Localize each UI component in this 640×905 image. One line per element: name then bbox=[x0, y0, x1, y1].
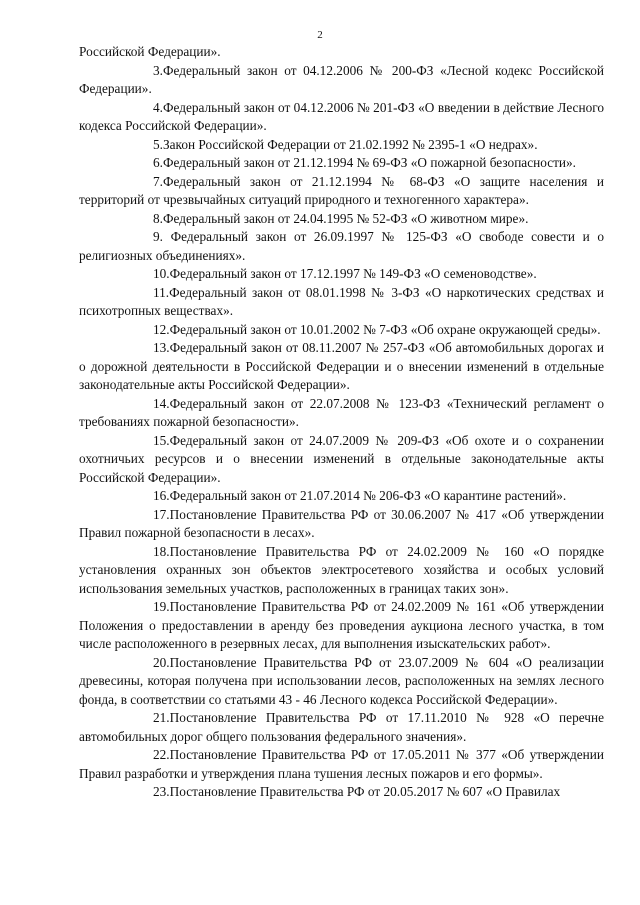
continuation-paragraph: Российской Федерации». bbox=[79, 44, 221, 59]
list-item bbox=[79, 598, 604, 654]
list-item bbox=[79, 487, 604, 506]
item-number: 20. bbox=[153, 654, 170, 670]
list-item bbox=[79, 506, 604, 543]
item-number: 16. bbox=[153, 488, 170, 503]
list-item bbox=[79, 339, 604, 395]
item-text: Постановление Правительства РФ от 30.06.2007 № 417 «Об утверждении Правил пожарной безопасности в лесах». bbox=[79, 506, 604, 540]
item-text: Федеральный закон от 04.12.2006 № 201-ФЗ «О введении в действие Лесного кодекса Российской Федерации». bbox=[79, 99, 604, 133]
item-number: 18. bbox=[153, 543, 170, 559]
list-item bbox=[79, 154, 604, 173]
item-text: Постановление Правительства РФ от 24.02.2009 № 160 «О порядке установления охранных зон объектов электросетевого хозяйства и особых условий использования земельных участков, расположенных в границах таких зон». bbox=[79, 543, 604, 596]
list-item bbox=[79, 228, 604, 265]
item-text: Федеральный закон от 08.11.2007 № 257-ФЗ «Об автомобильных дорогах и о дорожной деятельности в Российской Федерации и о внесении изменений в отдельные законодательные акты Российской Федерации». bbox=[79, 340, 604, 392]
item-number: 4. bbox=[153, 99, 163, 115]
item-number: 6. bbox=[153, 155, 163, 170]
list-item bbox=[79, 321, 604, 340]
list-item bbox=[79, 99, 604, 136]
page-number: 2 bbox=[317, 29, 323, 41]
item-text: Федеральный закон от 26.09.1997 № 125-ФЗ «О свободе совести и о религиозных объединениях». bbox=[79, 229, 604, 263]
item-text: Закон Российской Федерации от 21.02.1992 № 2395-1 «О недрах». bbox=[162, 136, 538, 152]
item-number: 23. bbox=[153, 784, 170, 799]
list-item bbox=[79, 210, 604, 229]
list-item bbox=[79, 746, 604, 783]
item-number: 3. bbox=[153, 62, 163, 78]
item-text: Федеральный закон от 21.07.2014 № 206-ФЗ «О карантине растений». bbox=[169, 488, 567, 503]
item-number: 17. bbox=[153, 506, 170, 522]
list-item bbox=[79, 62, 604, 99]
list-item bbox=[79, 136, 604, 155]
item-number: 12. bbox=[153, 321, 170, 337]
item-number: 15. bbox=[153, 432, 170, 448]
list-item bbox=[79, 783, 604, 802]
list-item bbox=[79, 709, 604, 746]
item-text: Федеральный закон от 08.01.1998 № 3-ФЗ «О наркотических средствах и психотропных веществах». bbox=[79, 284, 604, 318]
item-number: 19. bbox=[153, 599, 170, 614]
list-item bbox=[79, 543, 604, 599]
list-item bbox=[79, 395, 604, 432]
item-number: 22. bbox=[153, 747, 170, 762]
item-number: 14. bbox=[153, 395, 170, 411]
item-text: Федеральный закон от 24.07.2009 № 209-ФЗ «Об охоте и о сохранении охотничьих ресурсов и о внесении изменений в отдельные законодательные акты Российской Федерации». bbox=[79, 432, 604, 485]
list-item bbox=[79, 284, 604, 321]
item-text: Федеральный закон от 24.04.1995 № 52-ФЗ «О животном мире». bbox=[162, 210, 529, 226]
item-number: 9. bbox=[153, 229, 163, 244]
list-item bbox=[79, 432, 604, 488]
item-text: Федеральный закон от 21.12.1994 № 69-ФЗ «О пожарной безопасности». bbox=[162, 155, 577, 170]
item-text: Федеральный закон от 17.12.1997 № 149-ФЗ «О семеноводстве». bbox=[169, 266, 537, 281]
item-text: Постановление Правительства РФ от 24.02.2009 № 161 «Об утверждении Положения о предоставлении в аренду без проведения аукциона лесного участка, в том числе расположенного в резервных лесах, для выполнения изыскательских работ». bbox=[79, 599, 604, 651]
item-number: 8. bbox=[153, 210, 163, 226]
item-text: Федеральный закон от 22.07.2008 № 123-ФЗ «Технический регламент о требованиях пожарной безопасности». bbox=[79, 395, 604, 429]
item-number: 5. bbox=[153, 136, 163, 152]
item-number: 21. bbox=[153, 710, 170, 725]
item-number: 10. bbox=[153, 266, 170, 281]
item-number: 11. bbox=[153, 284, 170, 300]
item-text: Постановление Правительства РФ от 17.05.2011 № 377 «Об утверждении Правил разработки и утверждения плана тушения лесных пожаров и его формы». bbox=[79, 747, 604, 781]
item-text: Постановление Правительства РФ от 17.11.2010 № 928 «О перечне автомобильных дорог общего пользования федерального значения». bbox=[79, 710, 604, 744]
item-text: Постановление Правительства РФ от 20.05.2017 № 607 «О Правилах bbox=[169, 784, 561, 799]
list-item bbox=[79, 654, 604, 710]
item-text: Постановление Правительства РФ от 23.07.2009 № 604 «О реализации древесины, которая получена при использовании лесов, расположенных на землях лесного фонда, в соответствии со статьями 43 - 46 Лесного кодекса Российской Федерации». bbox=[79, 654, 604, 707]
item-text: Федеральный закон от 10.01.2002 № 7-ФЗ «Об охране окружающей среды». bbox=[169, 321, 601, 337]
item-text: Федеральный закон от 21.12.1994 № 68-ФЗ «О защите населения и территорий от чрезвычайных ситуаций природного и техногенного характера». bbox=[79, 173, 604, 207]
list-item bbox=[79, 173, 604, 210]
item-text: Федеральный закон от 04.12.2006 № 200-ФЗ «Лесной кодекс Российской Федерации». bbox=[79, 62, 604, 96]
item-number: 7. bbox=[153, 173, 163, 189]
list-item bbox=[79, 265, 604, 284]
document-body bbox=[79, 43, 604, 802]
item-number: 13. bbox=[153, 340, 170, 355]
